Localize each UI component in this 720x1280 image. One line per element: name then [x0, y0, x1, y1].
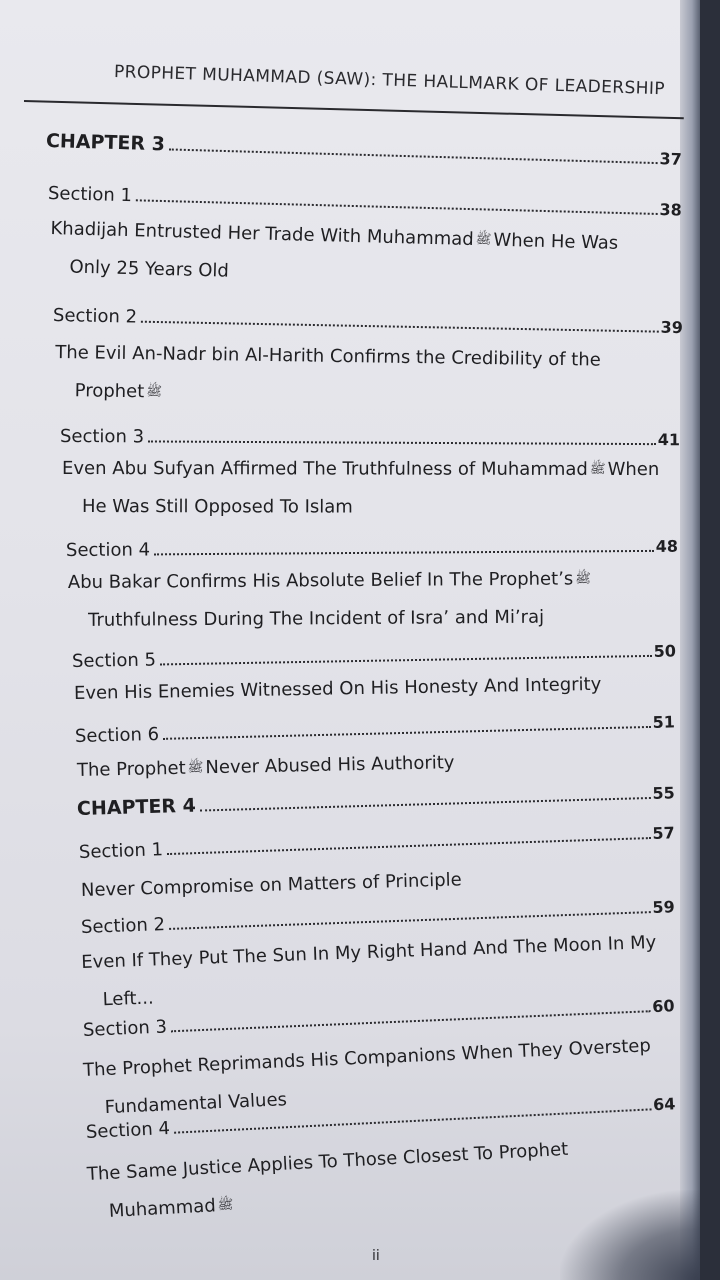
- toc-chapter-3: [46, 130, 682, 170]
- toc-section-title: [68, 560, 594, 640]
- toc-page-number: 60: [651, 996, 675, 1017]
- toc-label: Section 3: [59, 426, 145, 448]
- toc-page-number: 39: [660, 317, 684, 338]
- dot-leader: [171, 1010, 650, 1032]
- toc-section: [75, 711, 675, 747]
- page-edge: [680, 0, 700, 1280]
- title-text: Left...: [102, 987, 155, 1011]
- dot-leader: [167, 837, 650, 855]
- toc-section-title: [49, 210, 619, 301]
- toc-page-number: 51: [652, 712, 676, 732]
- toc-label: Section 2: [52, 305, 138, 328]
- toc-section-title: [74, 666, 602, 713]
- page-curl-shadow: [560, 1190, 700, 1280]
- title-text: Muhammad: [108, 1195, 217, 1222]
- toc-page-number: 57: [652, 823, 675, 843]
- title-text: Prophet: [74, 380, 145, 403]
- toc-section: [60, 426, 680, 450]
- dot-leader: [148, 440, 656, 445]
- toc-page-number: 50: [653, 641, 677, 661]
- dot-leader: [141, 321, 659, 333]
- toc-section-title: [80, 861, 462, 910]
- saw-calligraphy-icon: ﷺ: [187, 760, 204, 776]
- toc-label: Section 2: [80, 914, 166, 938]
- toc-label: Section 4: [85, 1117, 171, 1143]
- toc-page-number: 59: [652, 897, 675, 918]
- title-text: Only 25 Years Old: [69, 256, 230, 282]
- dot-leader: [154, 550, 654, 555]
- toc-label: Section 5: [71, 649, 157, 672]
- toc-label: Section 4: [65, 539, 151, 561]
- saw-calligraphy-icon: ﷺ: [217, 1197, 234, 1214]
- title-text: Truthfulness During The Incident of Isra’ and Mi’raj: [88, 606, 545, 631]
- toc-page-number: 38: [659, 200, 683, 220]
- header-rule: [24, 100, 684, 119]
- toc-label: CHAPTER 3: [45, 130, 166, 156]
- dot-leader: [200, 797, 651, 812]
- title-text: When He Was: [493, 229, 619, 254]
- title-text: The Evil An-Nadr bin Al-Harith Confirms the Credibility of the: [55, 342, 601, 371]
- toc-label: Section 6: [74, 723, 160, 747]
- toc-label: CHAPTER 4: [76, 794, 197, 820]
- dot-leader: [136, 199, 658, 215]
- toc-label: Section 1: [47, 183, 133, 207]
- title-text: Never Compromise on Matters of Principle: [80, 869, 463, 901]
- toc-section: [53, 305, 683, 338]
- toc-section-title: [77, 744, 455, 790]
- saw-calligraphy-icon: ﷺ: [146, 384, 163, 400]
- saw-calligraphy-icon: ﷺ: [575, 571, 592, 587]
- toc-section-title: [62, 450, 659, 527]
- title-text: Even His Enemies Witnessed On His Honesty And Integrity: [73, 673, 602, 704]
- toc-label: Section 3: [82, 1016, 168, 1041]
- toc-label: Section 1: [78, 839, 164, 863]
- dot-leader: [160, 655, 652, 666]
- dot-leader: [169, 148, 658, 164]
- toc-section-title: [86, 1131, 571, 1232]
- toc-page-number: 48: [655, 536, 679, 556]
- title-text: The Same Justice Applies To Those Closest To Prophet: [86, 1138, 569, 1186]
- title-text: The Prophet Reprimands His Companions When They Overstep: [82, 1035, 652, 1082]
- saw-calligraphy-icon: ﷺ: [589, 461, 606, 477]
- toc-section-title: [54, 334, 601, 418]
- title-text: Fundamental Values: [104, 1089, 288, 1119]
- toc-section: [79, 822, 675, 863]
- dot-leader: [163, 726, 651, 740]
- toc-page-number: 41: [657, 430, 681, 450]
- saw-calligraphy-icon: ﷺ: [475, 232, 492, 248]
- running-head: PROPHET MUHAMMAD (SAW): THE HALLMARK OF LEADERSHIP: [113, 62, 666, 100]
- toc-section: [66, 536, 678, 561]
- title-text: Even Abu Sufyan Affirmed The Truthfulness of Muhammad: [62, 458, 588, 480]
- title-text: Abu Bakar Confirms His Absolute Belief In The Prophet’s: [67, 568, 574, 594]
- title-text: Even If They Put The Sun In My Right Hand And The Moon In My: [80, 931, 657, 974]
- toc-page-number: 64: [652, 1094, 676, 1115]
- title-text: When: [607, 458, 660, 481]
- page-number: ii: [372, 1248, 380, 1264]
- title-text: Khadijah Entrusted Her Trade With Muhammad: [50, 218, 475, 251]
- title-text: The Prophet: [76, 757, 186, 781]
- title-text: Never Abused His Authority: [205, 752, 455, 779]
- toc-page-number: 55: [652, 783, 676, 803]
- title-text: He Was Still Opposed To Islam: [81, 496, 353, 518]
- toc-page-number: 37: [659, 149, 683, 169]
